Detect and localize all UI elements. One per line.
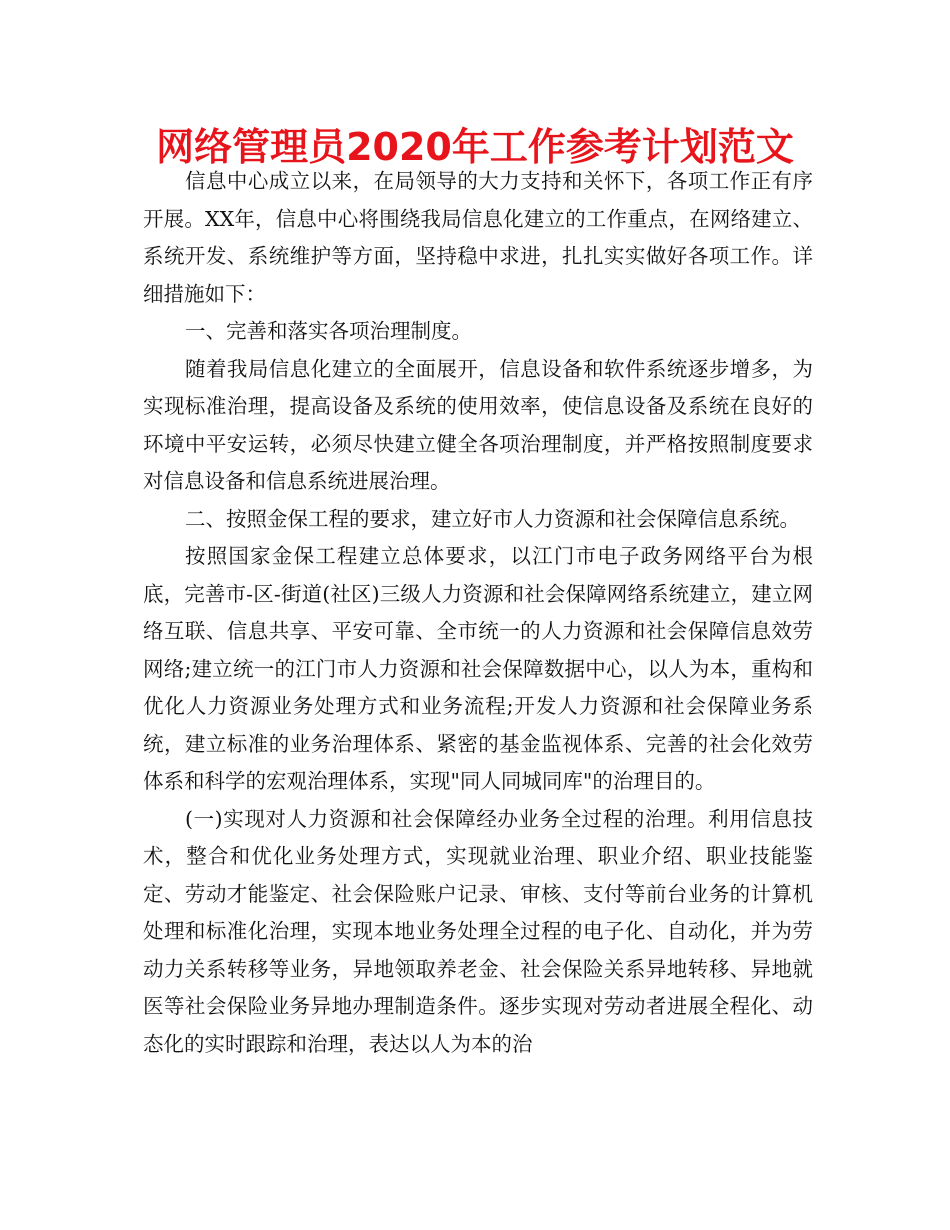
paragraph-jinbao-requirements: 按照国家金保工程建立总体要求，以江门市电子政务网络平台为根底，完善市-区-街道(社区)三级人力资源和社会保障网络系统建立，建立网络互联、信息共享、平安可靠、全市统一的人力资源和社会保障信息效劳网络;建立统一的江门市人力资源和社会保障数据中心，以人为本，重构和优化人力资源业务处理方式和业务流程;开发人力资源和社会保障业务系统，建立标准的业务治理体系、紧密的基金监视体系、完善的社会化效劳体系和科学的宏观治理体系，实现"同人同城同库"的治理目的。	[143, 544, 813, 793]
paragraph-management-system: 随着我局信息化建立的全面展开，信息设备和软件系统逐步增多，为实现标准治理，提高设备及系统的使用效率，使信息设备及系统在良好的环境中平安运转，必须尽快建立健全各项治理制度，并严格按照制度要求对信息设备和信息系统进展治理。	[143, 356, 813, 493]
document-body	[143, 163, 813, 1063]
paragraph-heading-1: 一、完善和落实各项治理制度。	[185, 319, 473, 343]
paragraph-heading-2: 二、按照金保工程的要求，建立好市人力资源和社会保障信息系统。	[185, 506, 801, 531]
paragraph-intro: 信息中心成立以来，在局领导的大力支持和关怀下，各项工作正有序开展。XX年，信息中心将围绕我局信息化建立的工作重点，在网络建立、系统开发、系统维护等方面，坚持稳中求进，扎扎实实做好各项工作。详细措施如下：	[143, 169, 813, 306]
document-title: 网络管理员2020年工作参考计划范文	[156, 125, 794, 169]
paragraph-subsection-1: (一)实现对人力资源和社会保障经办业务全过程的治理。利用信息技术，整合和优化业务处理方式，实现就业治理、职业介绍、职业技能鉴定、劳动才能鉴定、社会保险账户记录、审核、支付等前台业务的计算机处理和标准化治理，实现本地业务处理全过程的电子化、自动化，并为劳动力关系转移等业务，异地领取养老金、社会保险关系异地转移、异地就医等社会保险业务异地办理制造条件。逐步实现对劳动者进展全程化、动态化的实时跟踪和治理，表达以人为本的治	[143, 806, 813, 1056]
